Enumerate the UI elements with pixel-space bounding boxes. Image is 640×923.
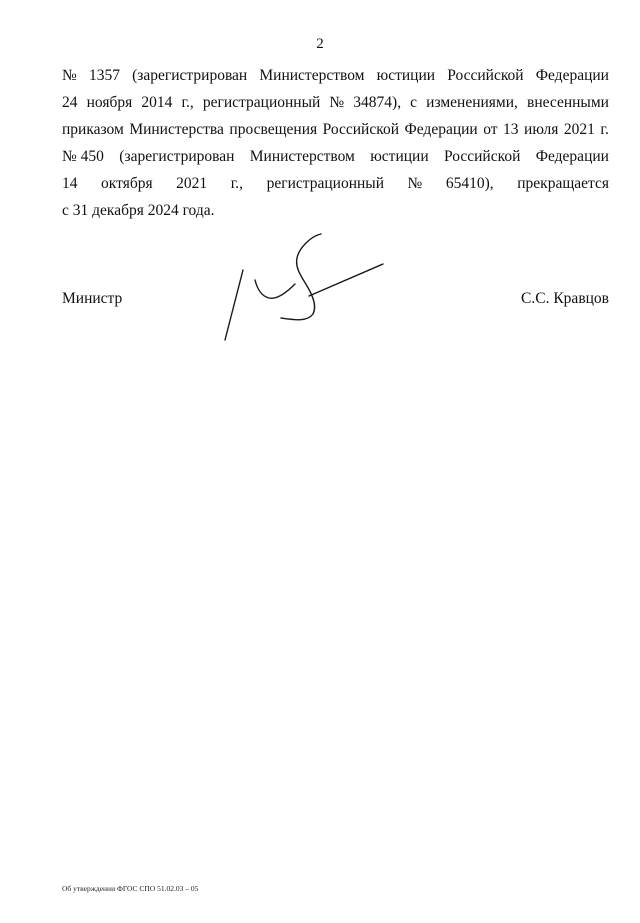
word: Министерства: [129, 121, 224, 138]
word: № 450: [62, 148, 104, 165]
page-number: 2: [316, 36, 324, 52]
word: прекращается: [517, 175, 609, 192]
word: №: [329, 94, 345, 111]
word: с: [410, 94, 418, 111]
text-line-2: [62, 89, 609, 116]
word: (зарегистрирован: [132, 67, 248, 84]
word: изменениями,: [426, 94, 518, 111]
word: Министерством: [259, 67, 365, 84]
text-line-3: [62, 116, 609, 143]
word: ноября: [86, 94, 133, 111]
text-line-5: [62, 170, 609, 197]
word: от: [483, 121, 498, 138]
word: 24: [62, 94, 78, 111]
signer-name: С.С. Кравцов: [521, 290, 609, 307]
document-body: [62, 62, 609, 224]
text-line-1: [62, 62, 609, 89]
word: №: [407, 175, 423, 192]
word: Федерации: [535, 67, 609, 84]
word: 2021: [176, 175, 208, 192]
word: 34874),: [353, 94, 402, 111]
word: 14: [62, 175, 78, 192]
word: просвещения: [229, 121, 318, 138]
word: (зарегистрирован: [119, 148, 235, 165]
word: г.,: [230, 175, 244, 192]
word: Министерством: [249, 148, 355, 165]
word: регистрационный: [202, 94, 321, 111]
word: 13: [503, 121, 519, 138]
text-line-4: [62, 143, 609, 170]
word: Федерации: [535, 148, 609, 165]
word: приказом: [62, 121, 124, 138]
word: г.,: [181, 94, 194, 111]
word: Российской: [447, 67, 524, 84]
handwritten-signature: [215, 226, 395, 346]
word: внесенными: [527, 94, 609, 111]
word: 2021: [563, 121, 595, 138]
word: г.: [600, 121, 609, 138]
word: Российской: [444, 148, 521, 165]
word: октября: [101, 175, 153, 192]
word: юстиции: [370, 148, 429, 165]
word: 1357: [88, 67, 120, 84]
word: регистрационный: [266, 175, 384, 192]
word: юстиции: [376, 67, 436, 84]
word: июля: [524, 121, 559, 138]
word: Российской: [322, 121, 400, 138]
word: №: [62, 67, 77, 84]
signer-title: Министр: [62, 290, 123, 307]
word: 65410),: [445, 175, 494, 192]
word: Федерации: [404, 121, 478, 138]
footer-note: Об утверждении ФГОС СПО 51.02.03 – 05: [62, 884, 199, 893]
word: 2014: [141, 94, 173, 111]
text-line-6: с 31 декабря 2024 года.: [62, 202, 215, 219]
